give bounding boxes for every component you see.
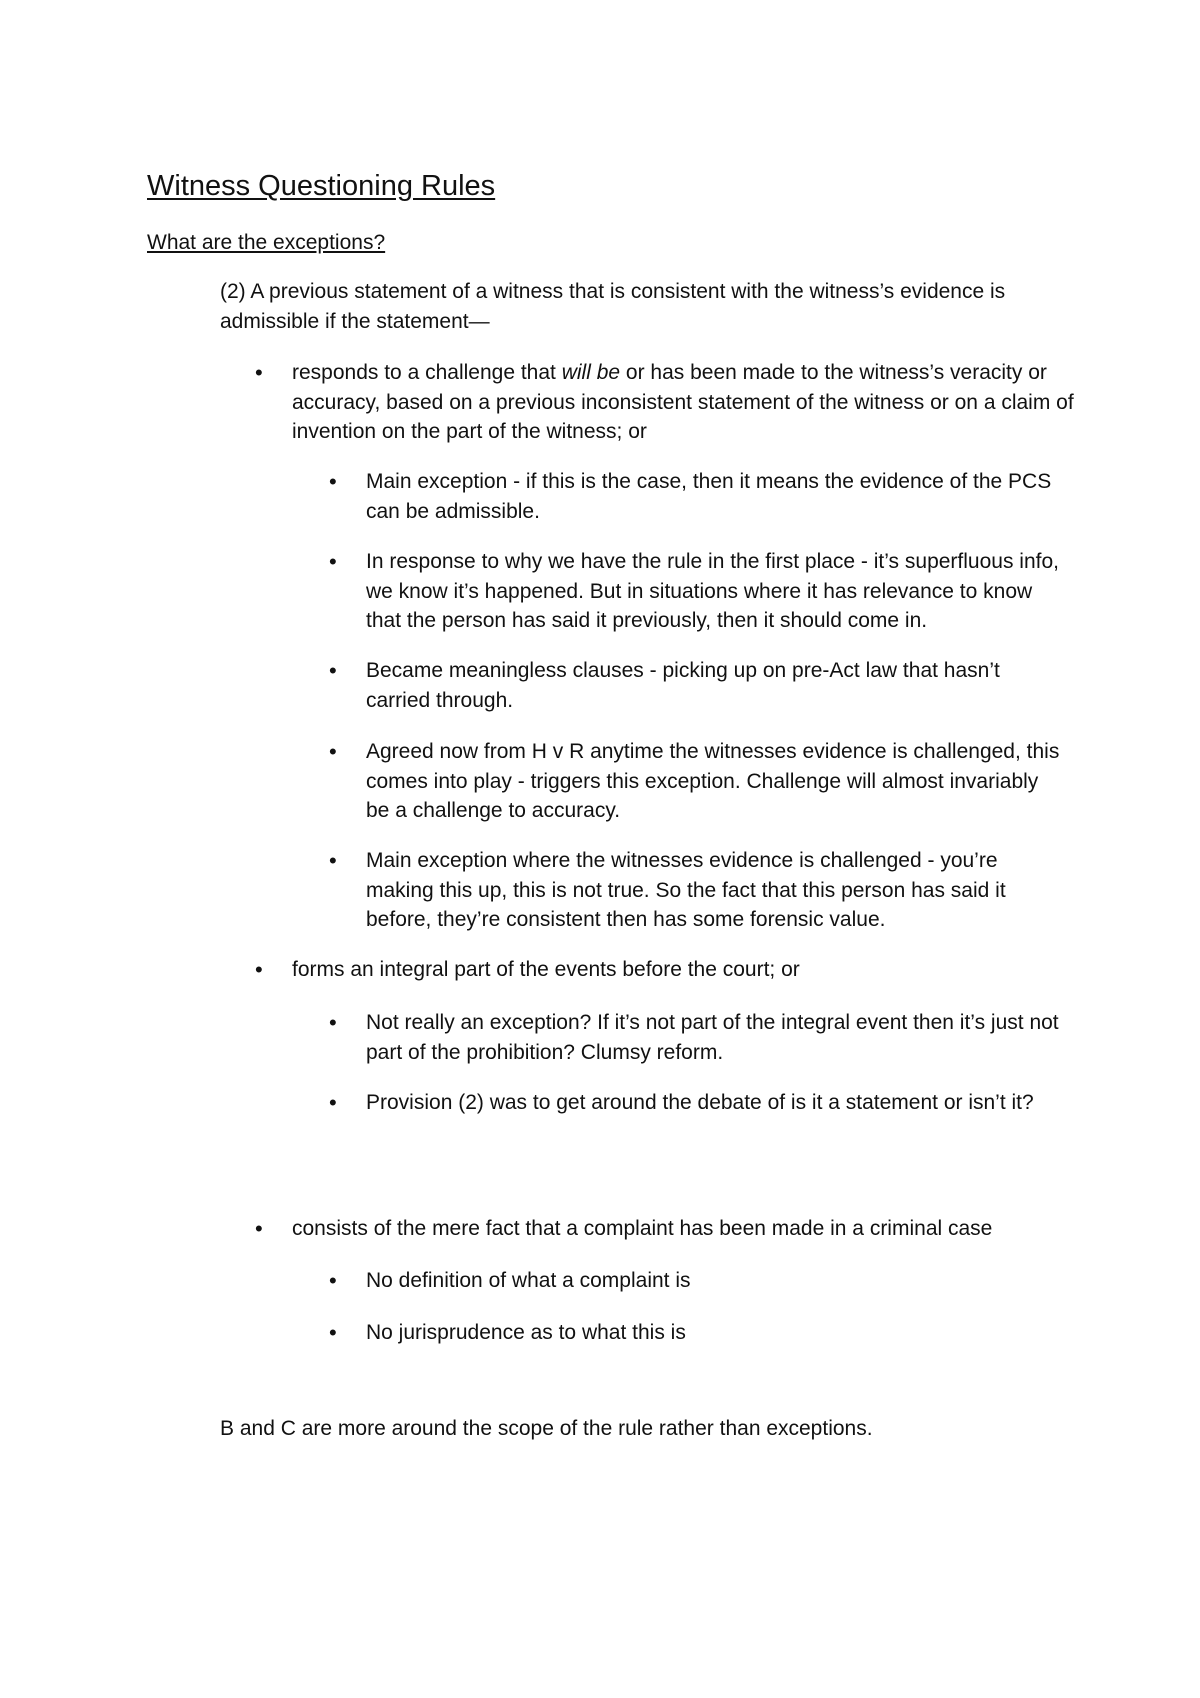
sub-list-item — [329, 467, 1066, 526]
list-item — [255, 955, 1082, 985]
sub-list-item — [329, 1318, 1066, 1348]
bullet-icon: • — [255, 360, 263, 385]
bullet-icon: • — [255, 1216, 263, 1241]
sub-list-item — [329, 1008, 1066, 1067]
sub-list-item-text: No definition of what a complaint is — [366, 1269, 691, 1292]
sub-list-item — [329, 1088, 1066, 1118]
sub-list-item-text: No jurisprudence as to what this is — [366, 1321, 686, 1344]
section-heading: What are the exceptions? — [147, 231, 386, 254]
bullet-icon: • — [329, 469, 337, 494]
closing-paragraph: B and C are more around the scope of the rule rather than exceptions. — [220, 1417, 873, 1440]
emphasis-text: will be — [561, 361, 621, 384]
sub-list-item-text: In response to why we have the rule in the first place - it’s superfluous info, we know it’s happened. But in situations where it has relevance to know that the person has said it previously, then it should come in. — [366, 550, 1059, 632]
list-item-text: forms an integral part of the events before the court; or — [292, 958, 800, 981]
sub-list-item-text: Provision (2) was to get around the debate of is it a statement or isn’t it? — [366, 1091, 1034, 1114]
sub-list-item — [329, 547, 1066, 636]
sub-list-item — [329, 1266, 1066, 1296]
sub-list-item — [329, 656, 1066, 715]
bullet-icon: • — [255, 957, 263, 982]
sub-list-item — [329, 737, 1066, 826]
sub-list-item-text: Main exception - if this is the case, then it means the evidence of the PCS can be admissible. — [366, 470, 1052, 523]
list-item-text: responds to a challenge that will be or has been made to the witness’s veracity or accuracy, based on a previous inconsistent statement of the witness or on a claim of invention on the part of the witness; or — [292, 361, 1074, 443]
bullet-icon: • — [329, 1010, 337, 1035]
bullet-icon: • — [329, 848, 337, 873]
bullet-icon: • — [329, 739, 337, 764]
list-item-text: consists of the mere fact that a complaint has been made in a criminal case — [292, 1217, 993, 1240]
sub-list-item-text: Agreed now from H v R anytime the witnesses evidence is challenged, this comes into play - triggers this exception. Challenge will almost invariably be a challenge to accuracy. — [366, 740, 1060, 822]
bullet-icon: • — [329, 658, 337, 683]
bullet-icon: • — [329, 1090, 337, 1115]
sub-list-item-text: Not really an exception? If it’s not part of the integral event then it’s just not part of the prohibition? Clumsy reform. — [366, 1011, 1059, 1064]
sub-list-item-text: Main exception where the witnesses evidence is challenged - you’re making this up, this is not true. So the fact that this person has said it before, they’re consistent then has some forensic value. — [366, 849, 1006, 931]
bullet-icon: • — [329, 1320, 337, 1345]
list-item — [255, 1214, 1082, 1244]
intro-paragraph: (2) A previous statement of a witness that is consistent with the witness’s evidence is admissible if the statement— — [220, 280, 1006, 333]
sub-list-item-text: Became meaningless clauses - picking up on pre-Act law that hasn’t carried through. — [366, 659, 1000, 712]
list-item — [255, 358, 1082, 447]
bullet-icon: • — [329, 549, 337, 574]
page-title: Witness Questioning Rules — [147, 170, 496, 202]
sub-list-item — [329, 846, 1066, 935]
bullet-icon: • — [329, 1268, 337, 1293]
